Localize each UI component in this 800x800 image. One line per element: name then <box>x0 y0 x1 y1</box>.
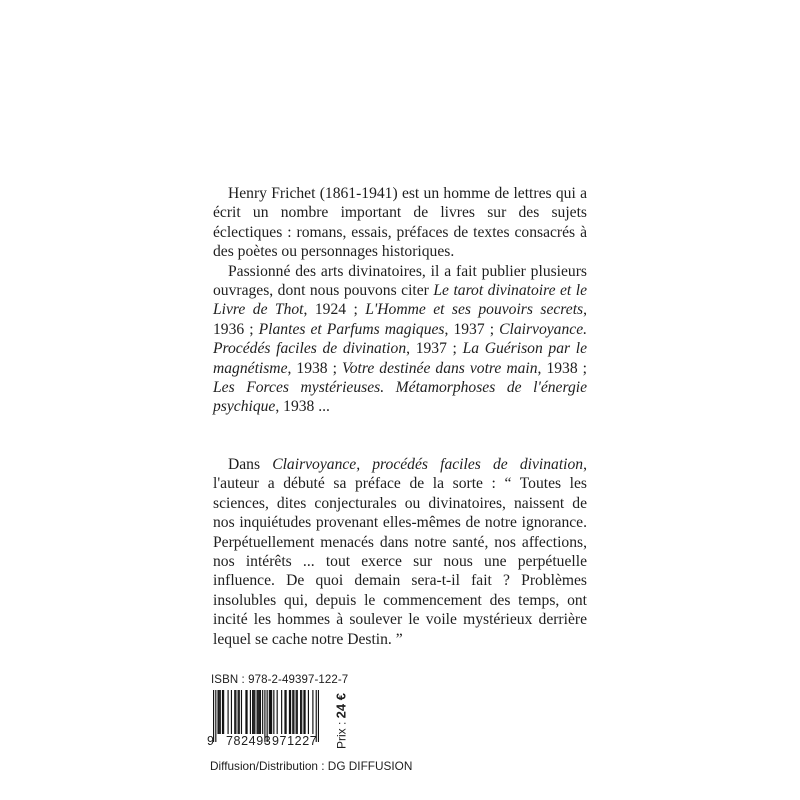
barcode-bar <box>269 690 270 734</box>
book-title: Clairvoyance, procédés faciles de divination <box>272 456 584 473</box>
preface-quote <box>213 455 587 649</box>
text-run: Passionné des arts divinatoires, il a fait publier plusieurs ouvrages, dont nous pouvons citer <box>213 262 587 300</box>
barcode-bar <box>286 690 287 734</box>
text-run: , 1937 ; <box>406 340 463 358</box>
book-title: Les Forces mystérieuses. Métamorphoses de l'énergie psychique <box>213 379 587 416</box>
barcode-bar <box>293 690 294 734</box>
barcode-bar <box>259 690 260 734</box>
text-run: , 1936 ; <box>213 301 588 338</box>
text-run: Dans <box>228 456 273 473</box>
barcode-bar <box>292 690 293 734</box>
barcode-bar <box>258 690 259 734</box>
barcode-bar <box>262 690 263 734</box>
barcode-bar <box>254 690 255 734</box>
book-title: Votre destinée dans votre main <box>341 359 538 377</box>
barcode-bar <box>289 690 290 734</box>
price-label <box>333 693 349 749</box>
book-title: Clairvoyance. Procédés faciles de divination <box>213 320 588 358</box>
text-run: , 1937 ; <box>444 320 500 338</box>
book-title: L'Homme et ses pouvoirs secrets <box>365 301 584 319</box>
isbn-label: ISBN : 978-2-49397-122-7 <box>211 674 349 686</box>
barcode-bar <box>234 690 235 734</box>
barcode-bar <box>273 690 274 734</box>
barcode-bar <box>297 690 298 734</box>
barcode-bar <box>220 690 221 734</box>
barcode-bar <box>250 690 251 734</box>
barcode-bar <box>222 690 223 734</box>
barcode-bar <box>219 690 220 734</box>
barcode-bar <box>231 690 232 734</box>
barcode-bar <box>245 690 246 734</box>
bio-paragraph-1 <box>213 184 587 262</box>
barcode-bar <box>238 690 239 734</box>
bio-paragraph-2 <box>213 262 587 417</box>
distribution-label: Diffusion/Distribution : DG DIFFUSION <box>210 759 413 773</box>
barcode-bar <box>217 690 218 734</box>
barcode-bar <box>296 690 297 734</box>
barcode-bar <box>246 690 247 734</box>
barcode-bar <box>228 690 229 734</box>
author-biography <box>213 184 587 417</box>
book-title: Plantes et Parfums magiques <box>258 320 445 338</box>
text-run: , 1938 ; <box>287 359 342 377</box>
barcode-bar <box>284 690 285 734</box>
book-title: Le tarot divinatoire et le Livre de Thot <box>213 282 587 319</box>
barcode-bar <box>223 690 224 734</box>
barcode <box>207 690 325 754</box>
barcode-right-group: 971227 <box>272 734 318 748</box>
barcode-left-group: 782493 <box>226 734 272 748</box>
barcode-lead-digit: 9 <box>207 734 214 748</box>
price-value: 24 € <box>333 693 349 719</box>
barcode-bar <box>260 690 261 734</box>
barcode-bar <box>252 690 253 734</box>
barcode-bar <box>253 690 254 734</box>
barcode-bar <box>304 690 305 734</box>
barcode-bar <box>308 690 309 734</box>
barcode-bar <box>241 690 242 734</box>
barcode-bar <box>235 690 236 734</box>
barcode-bar <box>270 690 271 734</box>
text-run: , 1938 ... <box>275 398 330 416</box>
barcode-bar <box>300 690 301 734</box>
barcode-bar <box>239 690 240 734</box>
text-run: , 1924 ; <box>303 301 366 319</box>
price-prefix: Prix : <box>334 718 349 749</box>
barcode-bar <box>312 690 313 734</box>
text-run: , 1938 ; <box>537 359 587 377</box>
barcode-digits <box>207 734 325 752</box>
barcode-bar <box>281 690 282 734</box>
barcode-bar <box>301 690 302 734</box>
text-run: , l'auteur a débuté sa préface de la sorte : “ Toutes les sciences, dites conjecturales ou divinatoires, naissent de nos inquiétudes provenant elles-mêmes de notre ignorance. Perpétuellement menacés dans notre santé, nos affections, nos intérêts ... tout exerce sur nous une perpétuelle influence. De quoi demain sera-t-il fait ? Problèmes insolubles qui, depuis le commencement des temps, ont incité les hommes à soulever le voile mystérieux derrière lequel se cache notre Destin. ” <box>213 456 587 648</box>
barcode-bar <box>277 690 278 734</box>
quote-paragraph <box>213 455 587 649</box>
barcode-bar <box>303 690 304 734</box>
barcode-bar <box>271 690 272 734</box>
text-run: Henry Frichet (1861-1941) est un homme de lettres qui a écrit un nombre important de livres sur des sujets éclectiques : romans, essais, préfaces de textes consacrés à des poètes ou personnages historiques. <box>213 185 587 261</box>
barcode-bar <box>290 690 291 734</box>
book-title: La Guérison par le magnétisme <box>213 340 588 377</box>
barcode-bar <box>257 690 258 734</box>
